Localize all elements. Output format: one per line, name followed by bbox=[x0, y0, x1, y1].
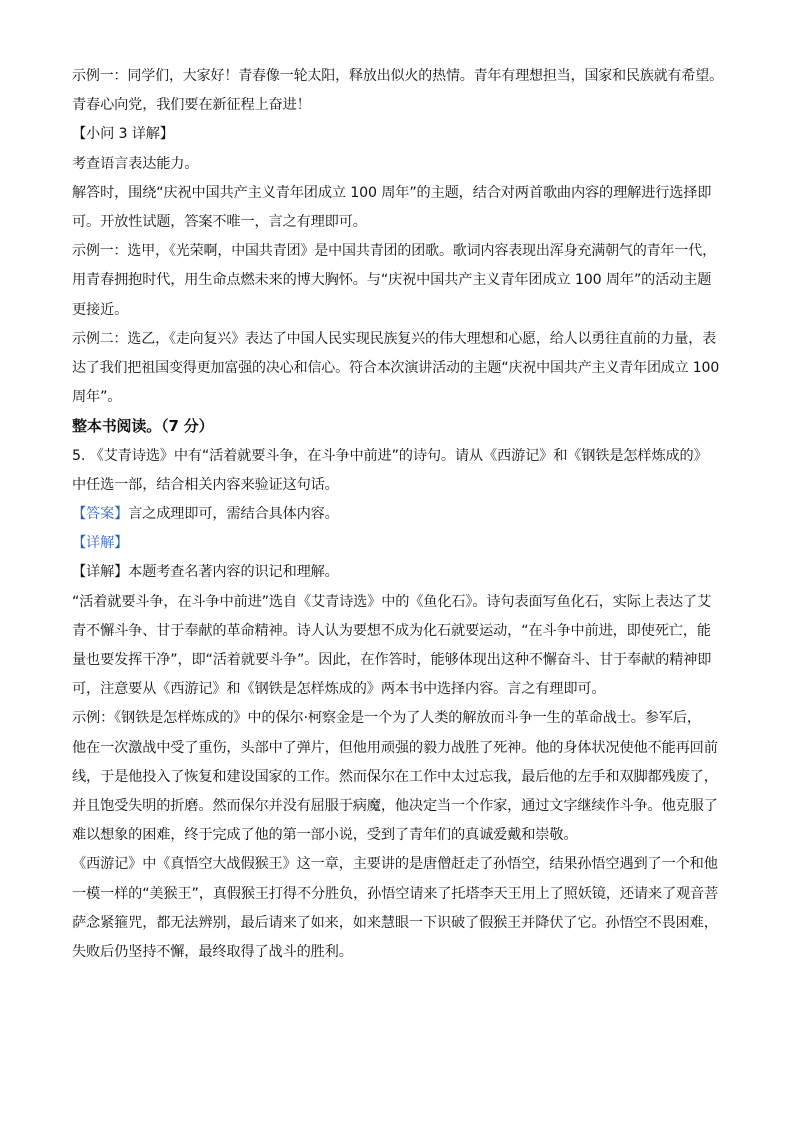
example1-line-2: 青春心向党，我们要在新征程上奋进！ bbox=[72, 97, 311, 114]
answer-text: 言之成理即可，需结合具体内容。 bbox=[128, 506, 339, 523]
example-a-line-2: 用青春拥抱时代，用生命点燃未来的博大胸怀。与“庆祝中国共产主义青年团成立 100 周年”的活动主题 bbox=[72, 272, 712, 289]
answer-tag: 【答案】 bbox=[72, 506, 129, 523]
sample-line-5: 难以想象的困难，终于完成了他的第一部小说，受到了青年们的真诚爱戴和崇敬。 bbox=[72, 827, 578, 844]
sample-line-3: 线，于是他投入了恢复和建设国家的工作。然而保尔在工作中太过忘我，最后他的左手和双脚都残废了， bbox=[72, 768, 718, 785]
example-b-line-2: 达了我们把祖国变得更加富强的决心和信心。符合本次演讲活动的主题“庆祝中国共产主义青年团成立 100 bbox=[72, 360, 720, 377]
journey-west-line-3: 萨念紧箍咒，都无法辨别，最后请来了如来，如来慧眼一下识破了假猴王并降伏了它。孙悟空不畏困难， bbox=[72, 914, 718, 931]
detail-tag: 【详解】 bbox=[72, 535, 129, 552]
sample-line-2: 他在一次激战中受了重伤，头部中了弹片，但他用顽强的毅力战胜了死神。他的身体状况使他不能再回前 bbox=[72, 739, 718, 756]
document-page bbox=[72, 62, 724, 967]
journey-west-line-2: 一模一样的“美猴王”，真假猴王打得不分胜负，孙悟空请来了托塔李天王用上了照妖镜，还请来了观音菩 bbox=[72, 885, 719, 902]
analysis-line-1: “活着就要斗争，在斗争中前进”选自《艾青诗选》中的《鱼化石》。诗句表面写鱼化石，实际上表达了艾 bbox=[72, 593, 711, 610]
journey-west-line-1: 《西游记》中《真悟空大战假猴王》这一章，主要讲的是唐僧赶走了孙悟空，结果孙悟空遇到了一个和他 bbox=[72, 856, 718, 873]
analysis-line-3: 量也要发挥干净”，即“活着就要斗争”。因此，在作答时，能够体现出这种不懈奋斗、甘于奉献的精神即 bbox=[72, 652, 712, 669]
question-5-line-1: 5. 《艾青诗选》中有“活着就要斗争，在斗争中前进”的诗句。请从《西游记》和《钢铁是怎样炼成的》 bbox=[72, 447, 708, 464]
sub-question-3-point: 考查语言表达能力。 bbox=[72, 155, 199, 172]
example-a-line-3: 更接近。 bbox=[72, 301, 129, 318]
detail-intro: 【详解】本题考查名著内容的识记和理解。 bbox=[72, 564, 339, 581]
sub-question-3-answer-line-2: 可。开放性试题，答案不唯一，言之有理即可。 bbox=[72, 214, 367, 231]
sample-line-1: 示例：《钢铁是怎样炼成的》中的保尔·柯察金是一个为了人类的解放而斗争一生的革命战士。参军后， bbox=[72, 710, 701, 727]
example1-line-1: 示例一：同学们，大家好！青春像一轮太阳，释放出似火的热情。青年有理想担当，国家和民族就有希望。 bbox=[72, 68, 723, 84]
question-5-line-2: 中任选一部，结合相关内容来验证这句话。 bbox=[72, 476, 339, 493]
sub-question-3-answer-line-1: 解答时，围绕“庆祝中国共产主义青年团成立 100 周年”的主题，结合对两首歌曲内容的理解进行选择即 bbox=[72, 184, 712, 201]
example-b-line-3: 周年”。 bbox=[72, 389, 122, 406]
answer-line bbox=[72, 500, 724, 529]
section-heading: 整本书阅读。（7 分） bbox=[72, 417, 214, 436]
example-b-line-1: 示例二：选乙，《走向复兴》表达了中国人民实现民族复兴的伟大理想和心愿，给人以勇往直前的力量，表 bbox=[72, 330, 716, 347]
analysis-line-4: 可，注意要从《西游记》和《钢铁是怎样炼成的》两本书中选择内容。言之有理即可。 bbox=[72, 681, 606, 698]
example-a-line-1: 示例一：选甲，《光荣啊，中国共青团》是中国共青团的团歌。歌词内容表现出浑身充满朝气的青年一代， bbox=[72, 243, 716, 260]
sub-question-3-label: 【小问 3 详解】 bbox=[72, 126, 174, 143]
sample-line-4: 并且饱受失明的折磨。然而保尔并没有屈服于病魔，他决定当一个作家，通过文字继续作斗争。他克服了 bbox=[72, 798, 718, 815]
analysis-line-2: 青不懈斗争、甘于奉献的革命精神。诗人认为要想不成为化石就要运动，“在斗争中前进，即使死亡，能 bbox=[72, 622, 711, 639]
journey-west-line-4: 失败后仍坚持不懈，最终取得了战斗的胜利。 bbox=[72, 944, 353, 961]
